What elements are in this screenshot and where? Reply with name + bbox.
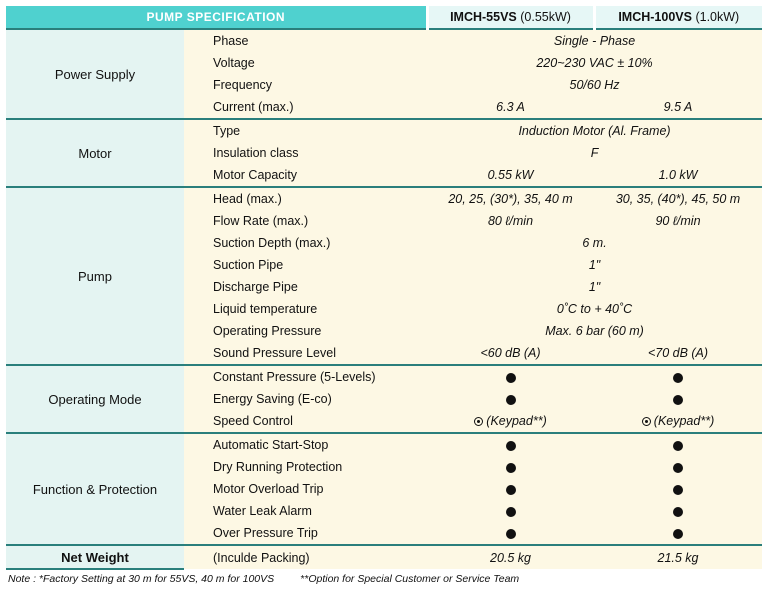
row-label: Liquid temperature bbox=[184, 298, 427, 320]
row-value-55vs: 20, 25, (30*), 35, 40 m bbox=[427, 187, 594, 210]
row-label: Sound Pressure Level bbox=[184, 342, 427, 365]
filled-dot-icon bbox=[673, 373, 683, 383]
table-row bbox=[6, 187, 762, 210]
pump-spec-table bbox=[6, 6, 762, 570]
row-label: Voltage bbox=[184, 52, 427, 74]
row-value-55vs: 80 ℓ/min bbox=[427, 210, 594, 232]
category-power-supply: Power Supply bbox=[6, 29, 184, 119]
filled-dot-icon bbox=[506, 373, 516, 383]
row-value-55vs: 0.55 kW bbox=[427, 164, 594, 187]
row-value: Max. 6 bar (60 m) bbox=[427, 320, 762, 342]
filled-dot-icon bbox=[506, 441, 516, 451]
row-label: Automatic Start-Stop bbox=[184, 433, 427, 456]
row-value-100vs: 1.0 kW bbox=[594, 164, 762, 187]
model-55vs-heading bbox=[427, 6, 594, 29]
row-value-55vs: <60 dB (A) bbox=[427, 342, 594, 365]
row-label: Suction Pipe bbox=[184, 254, 427, 276]
row-value: 6 m. bbox=[427, 232, 762, 254]
row-value-55vs bbox=[427, 456, 594, 478]
row-value-100vs bbox=[594, 500, 762, 522]
category-motor: Motor bbox=[6, 119, 184, 187]
row-label: Phase bbox=[184, 29, 427, 52]
row-value-100vs: 9.5 A bbox=[594, 96, 762, 119]
row-label: Speed Control bbox=[184, 410, 427, 433]
filled-dot-icon bbox=[673, 507, 683, 517]
row-value-100vs bbox=[594, 365, 762, 388]
row-value: 0˚C to + 40˚C bbox=[427, 298, 762, 320]
row-value-100vs bbox=[594, 388, 762, 410]
row-value-55vs bbox=[427, 500, 594, 522]
footnote-option: **Option for Special Customer or Service Team bbox=[300, 573, 520, 585]
spec-heading: PUMP SPECIFICATION bbox=[6, 6, 427, 29]
row-value: Induction Motor (Al. Frame) bbox=[427, 119, 762, 142]
row-value: 220~230 VAC ± 10% bbox=[427, 52, 762, 74]
keypad-option-text: (Keypad**) bbox=[653, 414, 715, 428]
filled-dot-icon bbox=[673, 441, 683, 451]
category-pump: Pump bbox=[6, 187, 184, 365]
model-55vs-power: (0.55kW) bbox=[520, 10, 571, 24]
row-value-100vs bbox=[594, 522, 762, 545]
filled-dot-icon bbox=[506, 485, 516, 495]
model-100vs-power: (1.0kW) bbox=[695, 10, 740, 24]
filled-dot-icon bbox=[673, 463, 683, 473]
row-value-100vs bbox=[594, 410, 762, 433]
footnote bbox=[8, 573, 545, 585]
footnote-factory-setting: Note : *Factory Setting at 30 m for 55VS, 40 m for 100VS bbox=[8, 573, 275, 585]
row-label: Flow Rate (max.) bbox=[184, 210, 427, 232]
filled-dot-icon bbox=[673, 529, 683, 539]
row-label: Dry Running Protection bbox=[184, 456, 427, 478]
model-100vs-name: IMCH-100VS bbox=[618, 10, 692, 24]
row-label: Type bbox=[184, 119, 427, 142]
row-value-55vs bbox=[427, 478, 594, 500]
row-value-55vs bbox=[427, 522, 594, 545]
row-value-100vs: 90 ℓ/min bbox=[594, 210, 762, 232]
model-55vs-name: IMCH-55VS bbox=[450, 10, 517, 24]
row-label: Head (max.) bbox=[184, 187, 427, 210]
model-100vs-heading bbox=[594, 6, 762, 29]
row-value: 1" bbox=[427, 276, 762, 298]
filled-dot-icon bbox=[506, 529, 516, 539]
row-label: Water Leak Alarm bbox=[184, 500, 427, 522]
row-label: Over Pressure Trip bbox=[184, 522, 427, 545]
table-row bbox=[6, 119, 762, 142]
row-value-100vs: 30, 35, (40*), 45, 50 m bbox=[594, 187, 762, 210]
category-function-protection: Function & Protection bbox=[6, 433, 184, 545]
category-operating-mode: Operating Mode bbox=[6, 365, 184, 433]
filled-dot-icon bbox=[506, 507, 516, 517]
filled-dot-icon bbox=[506, 463, 516, 473]
row-value: 50/60 Hz bbox=[427, 74, 762, 96]
keypad-option-text: (Keypad**) bbox=[486, 414, 547, 428]
row-value: 1" bbox=[427, 254, 762, 276]
row-value-100vs bbox=[594, 433, 762, 456]
row-value: Single - Phase bbox=[427, 29, 762, 52]
table-row bbox=[6, 545, 762, 569]
table-row bbox=[6, 365, 762, 388]
table-row bbox=[6, 433, 762, 456]
row-label: Current (max.) bbox=[184, 96, 427, 119]
row-label: Frequency bbox=[184, 74, 427, 96]
header-row bbox=[6, 6, 762, 29]
row-value-55vs bbox=[427, 433, 594, 456]
row-label: Motor Overload Trip bbox=[184, 478, 427, 500]
row-value-100vs: <70 dB (A) bbox=[594, 342, 762, 365]
row-label: Motor Capacity bbox=[184, 164, 427, 187]
row-label: Energy Saving (E-co) bbox=[184, 388, 427, 410]
row-value-100vs: 21.5 kg bbox=[594, 545, 762, 569]
table-row bbox=[6, 29, 762, 52]
row-label: Constant Pressure (5-Levels) bbox=[184, 365, 427, 388]
row-value-55vs bbox=[427, 388, 594, 410]
target-circle-icon bbox=[474, 417, 483, 426]
row-value-55vs: 6.3 A bbox=[427, 96, 594, 119]
row-value-55vs bbox=[427, 410, 594, 433]
row-value-55vs: 20.5 kg bbox=[427, 545, 594, 569]
row-label: Operating Pressure bbox=[184, 320, 427, 342]
category-net-weight: Net Weight bbox=[6, 545, 184, 569]
target-circle-icon bbox=[642, 417, 651, 426]
row-value-100vs bbox=[594, 456, 762, 478]
filled-dot-icon bbox=[506, 395, 516, 405]
row-value-55vs bbox=[427, 365, 594, 388]
filled-dot-icon bbox=[673, 485, 683, 495]
row-value: F bbox=[427, 142, 762, 164]
row-label: Insulation class bbox=[184, 142, 427, 164]
row-label: Suction Depth (max.) bbox=[184, 232, 427, 254]
row-label: Discharge Pipe bbox=[184, 276, 427, 298]
row-value-100vs bbox=[594, 478, 762, 500]
filled-dot-icon bbox=[673, 395, 683, 405]
row-label: (Inculde Packing) bbox=[184, 545, 427, 569]
